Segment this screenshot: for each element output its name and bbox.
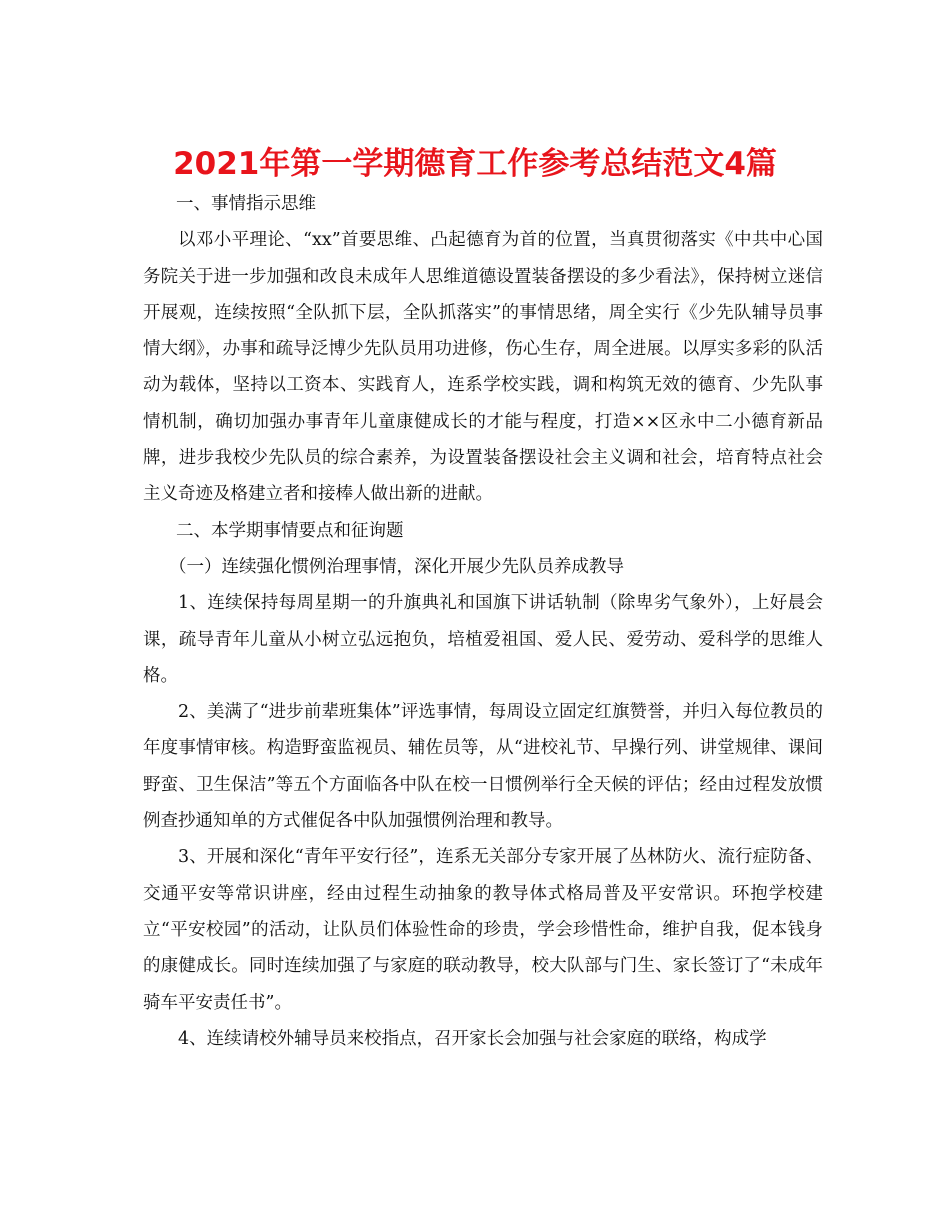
paragraph-guiding-thought: 以邓小平理论、“xx”首要思维、凸起德育为首的位置，当真贯彻落实《中共中心国务院关于进一步加强和改良未成年人思维道德设置装备摆设的多少看法》，保持树立迷信开展观，连续按照“全队抓下层，全队抓落实”的事情思绪，周全实行《少先队辅导员事情大纲》，办事和疏导泛博少先队员用功进修，伤心生存，周全进展。以厚实多彩的队活动为载体，坚持以工资本、实践育人，连系学校实践，调和构筑无效的德育、少先队事情机制，确切加强办事青年儿童康健成长的才能与程度，打造××区永中二小德育新品牌，进步我校少先队员的综合素养，为设置装备摆设社会主义调和社会，培育特点社会主义奇迹及格建立者和接棒人做出新的进献。 [143,230,823,505]
paragraph-item-4: 4、连续请校外辅导员来校指点，召开家长会加强与社会家庭的联络，构成学 [178,1028,767,1049]
paragraph-item-1: 1、连续保持每周星期一的升旗典礼和国旗下讲话轨制（除卑劣气象外），上好晨会课，疏导青年儿童从小树立弘远抱负，培植爱祖国、爱人民、爱劳动、爱科学的思维人格。 [143,593,823,686]
section-heading-2: 二、本学期事情要点和征询题 [176,520,404,541]
subsection-heading-1: （一）连续强化惯例治理事情，深化开展少先队员养成教导 [169,556,624,577]
paragraph-item-2: 2、美满了“进步前辈班集体”评选事情，每周设立固定红旗赞誉，并归入每位教员的年度事情审核。构造野蛮监视员、辅佐员等，从“进校礼节、早操行列、讲堂规律、课间野蛮、卫生保洁”等五个方面临各中队在校一日惯例举行全天候的评估；经由过程发放惯例查抄通知单的方式催促各中队加强惯例治理和教导。 [143,702,823,832]
section-heading-1: 一、事情指示思维 [176,194,316,214]
paragraph-item-3: 3、开展和深化“青年平安行径”，连系无关部分专家开展了丛林防火、流行症防备、交通平安等常识讲座，经由过程生动抽象的教导体式格局普及平安常识。环抱学校建立“平安校园”的活动，让队员们体验性命的珍贵，学会珍惜性命，维护自我，促本钱身的康健成长。同时连续加强了与家庭的联动教导，校大队部与门生、家长签订了“未成年骑车平安责任书”。 [143,847,823,1013]
document-body [143,186,823,1057]
document-title: 2021年第一学期德育工作参考总结范文4篇 [173,146,777,182]
